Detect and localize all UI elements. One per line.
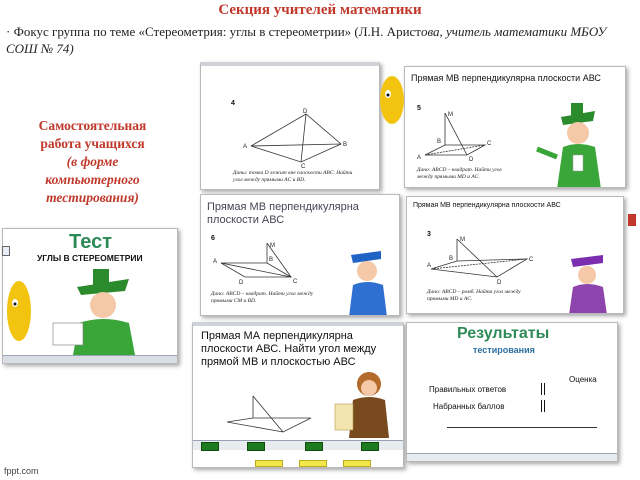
pencil-cartoon <box>372 70 406 130</box>
point-label: C <box>487 141 492 147</box>
question-caption: Дано: ABCD – ромб. Найти угол между прямыми MD и AC. <box>427 289 521 302</box>
question-number: 6 <box>211 235 215 242</box>
question-number: 4 <box>231 100 235 107</box>
right-edge-marker <box>628 214 636 226</box>
page-subtitle <box>6 23 636 57</box>
answer-button[interactable] <box>255 460 283 467</box>
point-label: B <box>449 256 454 262</box>
card-header: Прямая МВ перпендикулярна плоскости АВС <box>207 201 359 226</box>
card-header: Прямая МВ перпендикулярна плоскости АВС <box>411 73 601 83</box>
test-toolbar <box>3 355 177 364</box>
pencil-cartoon <box>3 269 37 349</box>
card-header: Прямая МА перпендикулярна плоскости АВС. Найти угол между прямой МВ и плоскостью АВС <box>201 330 377 368</box>
side-note <box>20 117 165 207</box>
card-question-4 <box>200 62 380 190</box>
grade-underline <box>447 427 597 428</box>
nav-button[interactable] <box>247 442 265 451</box>
correct-answers-value <box>541 383 545 395</box>
test-subtitle: УГЛЫ В СТЕРЕОМЕТРИИ <box>37 253 143 263</box>
point-label: C <box>301 164 306 168</box>
geometry-figure <box>223 392 323 438</box>
geometry-figure <box>415 109 525 164</box>
nav-button[interactable] <box>361 442 379 451</box>
side-note-line1: Самостоятельная работа учащихся <box>38 118 147 151</box>
nav-button[interactable] <box>201 442 219 451</box>
subtitle-main: Фокус группа по теме «Стереометрия: углы в стереометрии» (Л.Н. Арист <box>13 24 421 39</box>
point-label: D <box>497 280 502 286</box>
teacher-cartoon <box>49 265 159 355</box>
point-label: A <box>427 263 432 269</box>
side-note-line2: (в форме компьютерного тестирования) <box>45 154 140 205</box>
results-title: Результаты <box>457 325 550 342</box>
results-toolbar <box>407 453 617 462</box>
nav-button[interactable] <box>305 442 323 451</box>
card-question-3 <box>406 196 624 314</box>
point-label: C <box>293 279 298 285</box>
geometry-figure <box>427 233 547 287</box>
point-label: M <box>448 112 453 118</box>
teacher-cartoon <box>333 366 403 438</box>
point-label: B <box>269 257 274 263</box>
score-label: Набранных баллов <box>433 402 505 411</box>
teacher-cartoon <box>533 97 623 188</box>
point-label: B <box>437 139 442 145</box>
point-label: A <box>417 155 422 161</box>
card-test-intro <box>2 228 178 364</box>
answer-button[interactable] <box>343 460 371 467</box>
point-label: A <box>213 259 218 265</box>
grade-label: Оценка <box>569 375 597 384</box>
teacher-cartoon <box>337 241 400 316</box>
point-label: D <box>469 157 474 163</box>
point-label: B <box>343 142 348 148</box>
card-question-5 <box>404 66 626 188</box>
question-caption: Дано: ABCD – квадрат. Найти угол между прямыми CM и BD. <box>211 291 314 304</box>
card-header: Прямая МВ перпендикулярна плоскости АВС <box>413 202 561 209</box>
question-caption: Дано: ABCD – квадрат. Найти угол между прямыми MD и AC. <box>417 167 502 180</box>
test-title: Тест <box>69 231 112 253</box>
page-title: Секция учителей математики <box>218 2 422 18</box>
answer-button[interactable] <box>299 460 327 467</box>
point-label: C <box>529 257 534 263</box>
question-caption: Даны: точка D лежит вне плоскости ABC. Найти угол между прямыми AC и BD. <box>233 170 353 183</box>
footer-watermark: fppt.com <box>4 466 39 476</box>
question-number: 3 <box>427 231 431 238</box>
subtitle-italic: ова, учитель математики МБОУ СОШ № 74) <box>6 24 607 56</box>
card-question-last <box>192 322 404 468</box>
question-number: 5 <box>417 105 421 112</box>
point-label: A <box>243 144 248 150</box>
correct-answers-label: Правильных ответов <box>429 385 507 394</box>
point-label: M <box>460 237 465 243</box>
point-label: D <box>303 109 308 115</box>
teacher-cartoon <box>557 247 621 314</box>
point-label: D <box>239 280 244 286</box>
geometry-figure <box>231 106 361 168</box>
card-results <box>406 322 618 462</box>
card-question-6 <box>200 194 400 316</box>
point-label: M <box>270 243 275 249</box>
subtitle-bullet: · <box>6 24 11 39</box>
score-value <box>541 400 545 412</box>
left-edge-marker <box>2 246 10 256</box>
geometry-figure <box>211 239 331 287</box>
results-subtitle: тестирования <box>473 345 535 355</box>
